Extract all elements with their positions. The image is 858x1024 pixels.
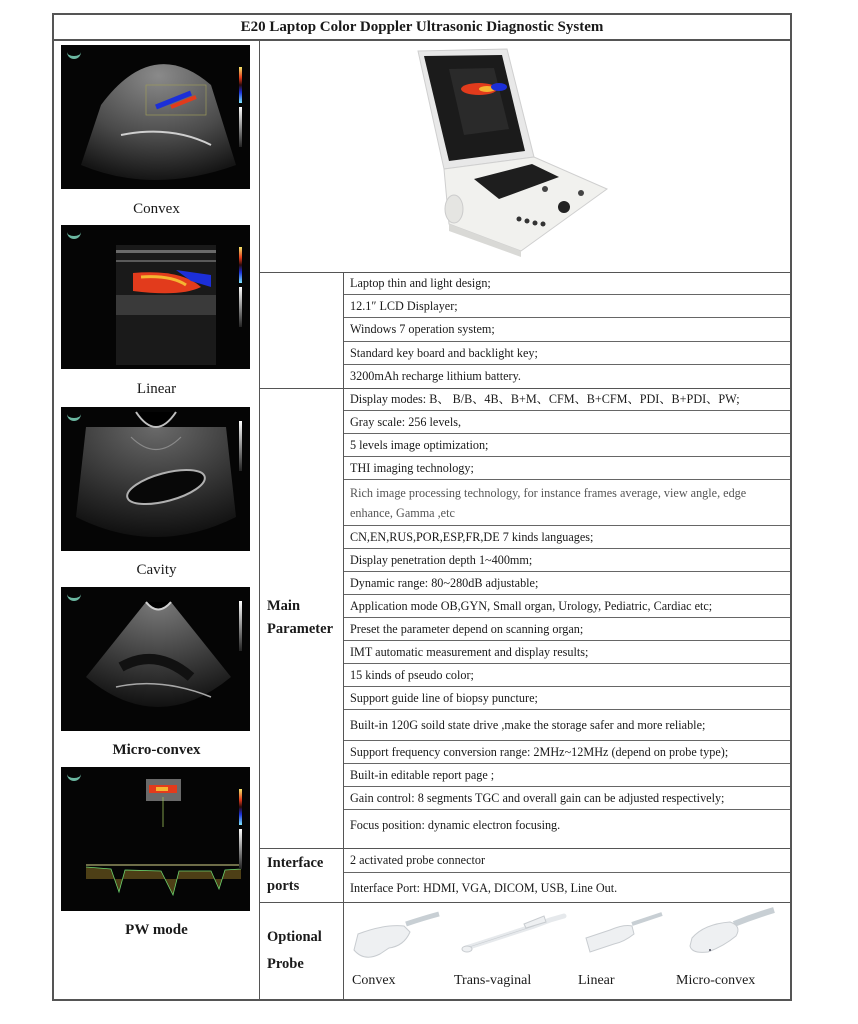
parameter-row: Focus position: dynamic electron focusing.: [350, 818, 561, 832]
feature-row: Standard key board and backlight key;: [344, 342, 790, 365]
pw-doppler-graphic: [61, 767, 250, 911]
parameter-row: Built-in 120G soild state drive ,make the storage safer and more reliable;: [344, 710, 790, 741]
parameter-row: Gain control: 8 segments TGC and overall gain can be adjusted respectively;: [344, 787, 790, 810]
scan-caption: Convex: [133, 201, 180, 217]
parameter-row: Display penetration depth 1~400mm;: [344, 549, 790, 572]
label-line: Probe: [267, 955, 304, 972]
convex-probe-icon: [344, 906, 454, 976]
label-line: Main: [267, 598, 301, 614]
convex-scan-image: [61, 45, 250, 189]
interface-row: Interface Port: HDMI, VGA, DICOM, USB, Line Out.: [350, 880, 618, 895]
parameter-row: Support frequency conversion range: 2MHz~12MHz (depend on probe type);: [344, 741, 790, 764]
linear-ultrasound-graphic: [61, 225, 250, 369]
scan-caption: PW mode: [125, 922, 188, 938]
label-line: Optional: [267, 928, 322, 945]
gray-scale-bar: [239, 107, 242, 147]
scan-caption: Micro-convex: [112, 742, 201, 758]
spec-sheet: [52, 13, 792, 1001]
parameter-row: CN,EN,RUS,POR,ESP,FR,DE 7 kinds languages;: [344, 526, 790, 549]
parameter-row: Application mode OB,GYN, Small organ, Urology, Pediatric, Cardiac etc;: [344, 595, 790, 618]
optional-probe-label: [259, 902, 344, 999]
sample-images-column: [54, 39, 260, 999]
document-title: E20 Laptop Color Doppler Ultrasonic Diagnostic System: [54, 15, 790, 41]
scan-caption: Cavity: [136, 562, 177, 578]
gray-scale-bar: [239, 601, 242, 651]
cavity-ultrasound-graphic: [61, 407, 250, 551]
label-line: Interface: [267, 855, 324, 871]
parameter-row: Built-in editable report page ;: [344, 764, 790, 787]
probe-linear: [574, 902, 674, 999]
probe-label: Linear: [578, 973, 615, 988]
main-parameter-list: [344, 388, 790, 848]
color-scale-bar: [239, 67, 242, 103]
features-section: [259, 272, 790, 389]
gray-scale-bar: [239, 829, 242, 869]
trans-vaginal-probe-icon: [454, 906, 574, 976]
probe-micro-convex: [664, 902, 789, 999]
gray-scale-bar: [239, 287, 242, 327]
parameter-row: THI imaging technology;: [344, 457, 790, 480]
parameter-row: Gray scale: 256 levels,: [344, 411, 790, 434]
cavity-scan-image: [61, 407, 250, 551]
optional-probe-section: [259, 902, 790, 999]
probe-trans-vaginal: [454, 902, 574, 999]
label-line: Parameter: [267, 621, 334, 637]
interface-row: 2 activated probe connector: [344, 848, 790, 873]
color-scale-bar: [239, 247, 242, 283]
linear-probe-icon: [574, 906, 674, 976]
micro-convex-probe-icon: [664, 906, 789, 976]
color-scale-bar: [239, 789, 242, 825]
probe-convex: [344, 902, 454, 999]
probe-gallery: [344, 902, 790, 999]
feature-row: 12.1″ LCD Displayer;: [344, 295, 790, 318]
interface-ports-section: [259, 848, 790, 903]
label-line: ports: [267, 878, 300, 894]
feature-row: 3200mAh recharge lithium battery.: [350, 369, 521, 384]
interface-ports-label: [259, 848, 344, 902]
parameter-row: Support guide line of biopsy puncture;: [344, 687, 790, 710]
micro-convex-ultrasound-graphic: [61, 587, 250, 731]
linear-scan-image: [61, 225, 250, 369]
convex-ultrasound-graphic: [61, 45, 250, 189]
parameter-row: 15 kinds of pseudo color;: [344, 664, 790, 687]
parameter-row: Rich image processing technology, for instance frames average, view angle, edge enhance, Gamma ,etc: [344, 480, 790, 526]
device-photo-cell: [259, 39, 790, 273]
feature-row: Windows 7 operation system;: [344, 318, 790, 341]
probe-label: Micro-convex: [676, 973, 756, 988]
gray-scale-bar: [239, 421, 242, 471]
parameter-row: Preset the parameter depend on scanning organ;: [344, 618, 790, 641]
probe-label: Trans-vaginal: [454, 973, 532, 988]
features-list: [344, 272, 790, 388]
main-parameter-section: [259, 388, 790, 849]
micro-convex-scan-image: [61, 587, 250, 731]
main-parameter-label: [259, 388, 344, 848]
scan-caption: Linear: [136, 381, 177, 397]
laptop-ultrasound-device-image: [259, 39, 792, 272]
probe-label: Convex: [352, 973, 396, 988]
feature-row: Laptop thin and light design;: [344, 272, 790, 295]
pw-mode-scan-image: [61, 767, 250, 911]
parameter-row: IMT automatic measurement and display results;: [344, 641, 790, 664]
parameter-row: 5 levels image optimization;: [344, 434, 790, 457]
parameter-row: Dynamic range: 80~280dB adjustable;: [344, 572, 790, 595]
parameter-row: Display modes: B、 B/B、4B、B+M、CFM、B+CFM、PDI、B+PDI、PW;: [344, 388, 790, 411]
interface-ports-list: [344, 848, 790, 902]
features-label: [259, 272, 344, 388]
